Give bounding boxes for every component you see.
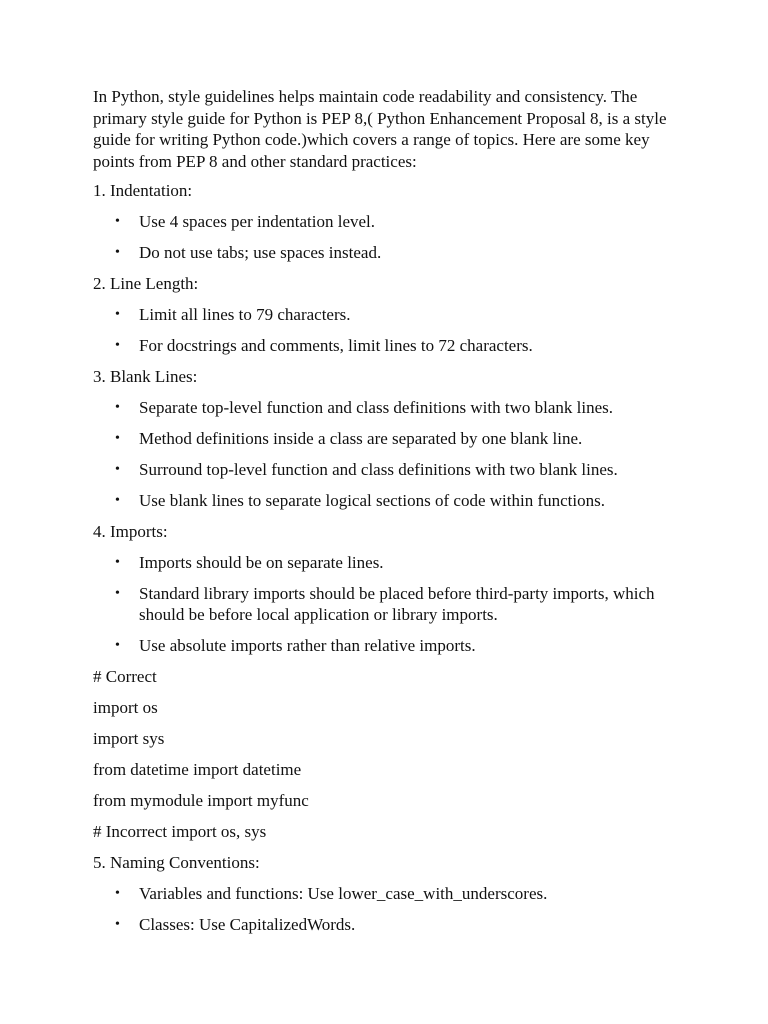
code-line: from mymodule import myfunc: [93, 791, 309, 810]
list-item: • Standard library imports should be placed before third-party imports, which should be before local application or library imports.: [115, 584, 655, 624]
intro-paragraph: In Python, style guidelines helps maintain code readability and consistency. The primary style guide for Python is PEP 8,( Python Enhancement Proposal 8, is a style guide for writing Python code.)which covers a range of topics. Here are some key points from PEP 8 and other standard practices:: [93, 87, 667, 171]
section-heading-imports: 4. Imports:: [93, 522, 168, 541]
code-comment-correct: # Correct: [93, 667, 157, 686]
bullet-icon: •: [115, 431, 120, 446]
naming-list: [93, 883, 678, 935]
list-item: • For docstrings and comments, limit lines to 72 characters.: [115, 336, 533, 355]
bullet-icon: •: [115, 886, 120, 901]
bullet-icon: •: [115, 400, 120, 415]
bullet-icon: •: [115, 338, 120, 353]
code-line: import sys: [93, 729, 165, 748]
list-item: • Variables and functions: Use lower_case_with_underscores.: [115, 884, 548, 903]
bullet-icon: •: [115, 462, 120, 477]
bullet-icon: •: [115, 586, 120, 601]
list-item: • Use blank lines to separate logical sections of code within functions.: [115, 491, 605, 510]
list-item: • Separate top-level function and class definitions with two blank lines.: [115, 398, 613, 417]
section-heading-blank-lines: 3. Blank Lines:: [93, 367, 198, 386]
code-line: from datetime import datetime: [93, 760, 302, 779]
list-item: • Method definitions inside a class are separated by one blank line.: [115, 429, 583, 448]
list-item: • Surround top-level function and class definitions with two blank lines.: [115, 460, 618, 479]
bullet-icon: •: [115, 917, 120, 932]
section-heading-naming-conventions: 5. Naming Conventions:: [93, 853, 260, 872]
list-item: • Use absolute imports rather than relative imports.: [115, 636, 476, 655]
code-comment-incorrect: # Incorrect import os, sys: [93, 822, 267, 841]
bullet-icon: •: [115, 555, 120, 570]
section-heading-indentation: 1. Indentation:: [93, 181, 193, 200]
list-item: • Limit all lines to 79 characters.: [115, 305, 351, 324]
list-item: • Imports should be on separate lines.: [115, 553, 384, 572]
code-line: import os: [93, 698, 158, 717]
imports-list: [93, 552, 678, 656]
bullet-icon: •: [115, 245, 120, 260]
bullet-icon: •: [115, 307, 120, 322]
section-heading-line-length: 2. Line Length:: [93, 274, 199, 293]
blank-lines-list: [93, 397, 678, 511]
list-item: • Do not use tabs; use spaces instead.: [115, 243, 382, 262]
list-item: • Classes: Use CapitalizedWords.: [115, 915, 356, 934]
bullet-icon: •: [115, 493, 120, 508]
list-item: • Use 4 spaces per indentation level.: [115, 212, 376, 231]
line-length-list: [93, 304, 678, 356]
bullet-icon: •: [115, 214, 120, 229]
bullet-icon: •: [115, 638, 120, 653]
indentation-list: [93, 211, 678, 263]
document-page: [93, 86, 678, 945]
